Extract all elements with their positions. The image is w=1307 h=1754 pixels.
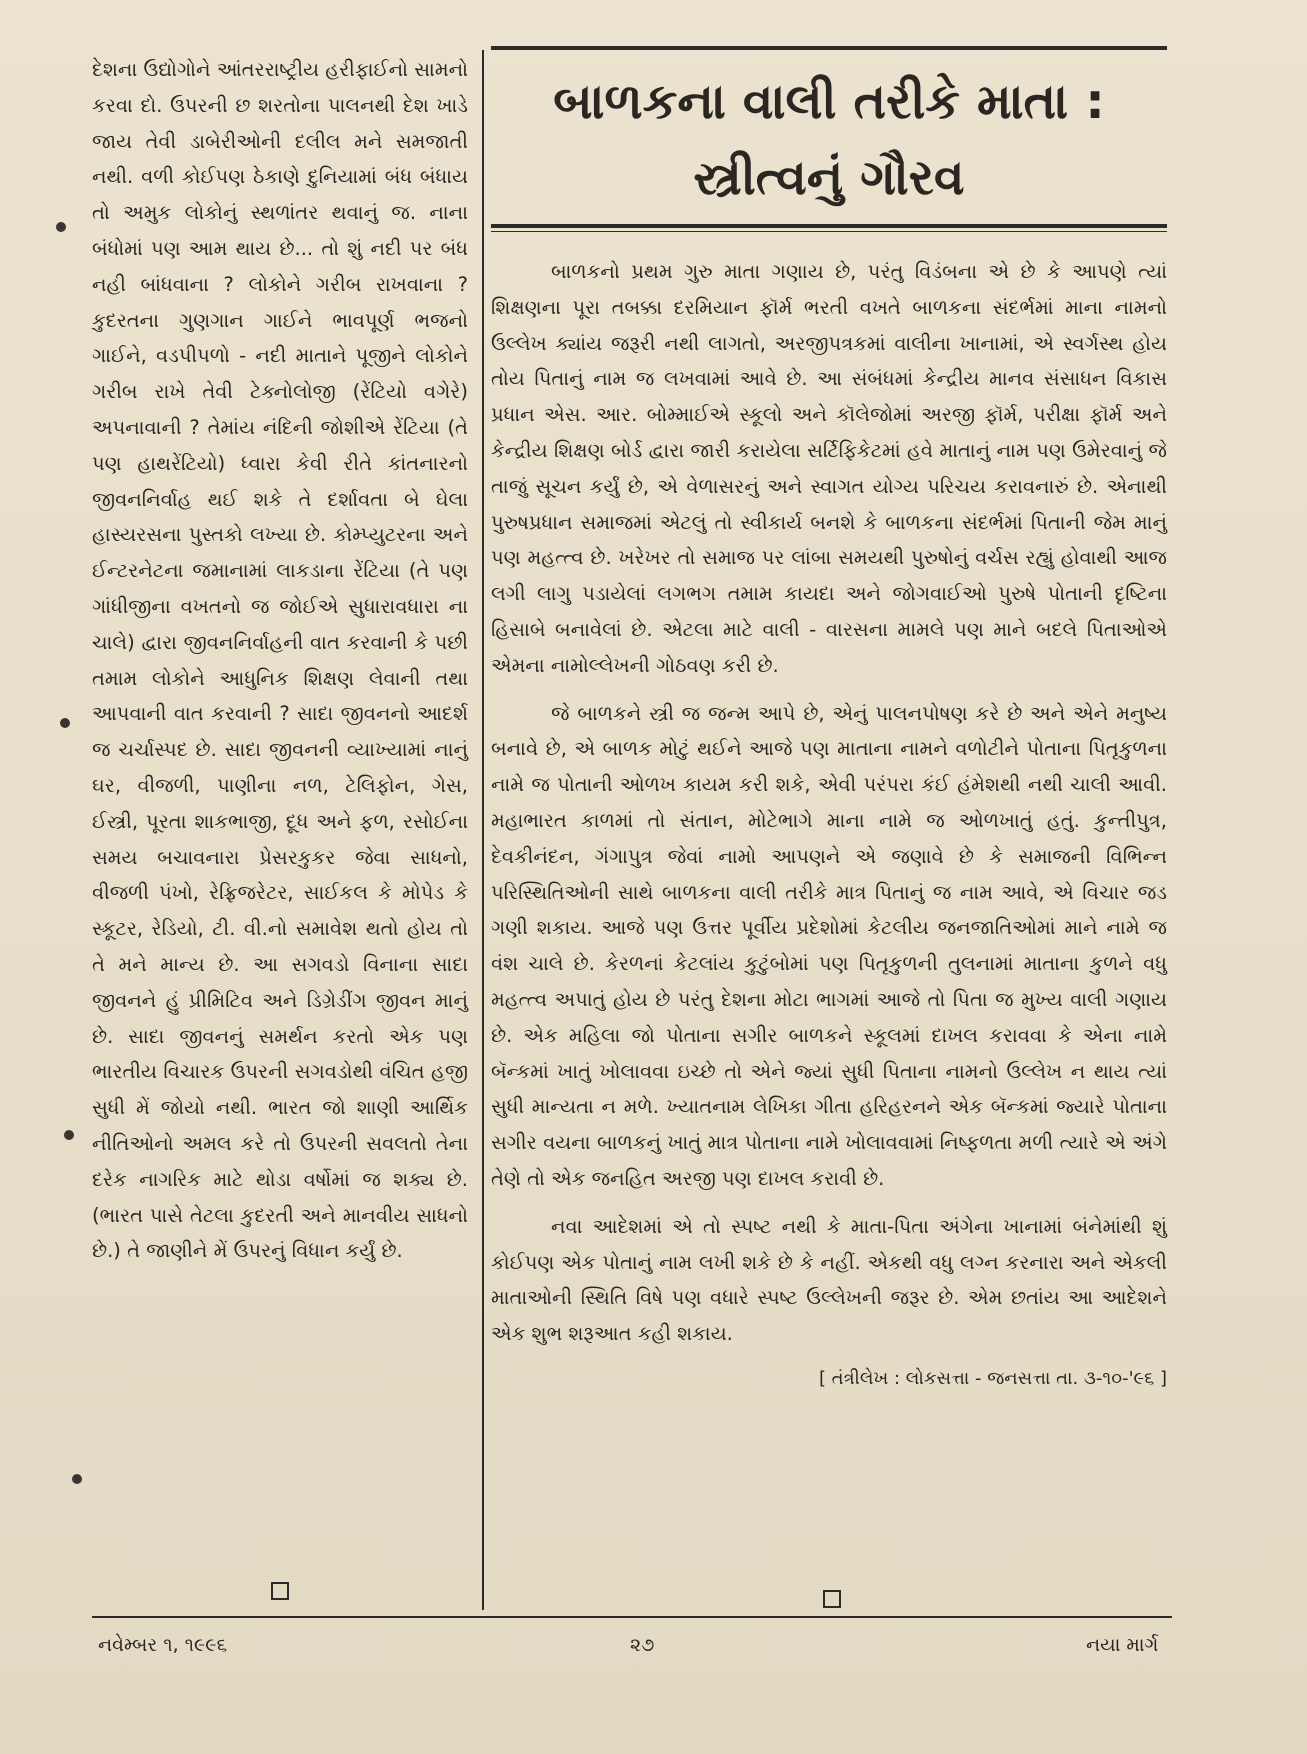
column-divider [482,50,484,1610]
end-mark-square-icon [271,1582,289,1600]
footer-rule [92,1616,1172,1618]
magazine-name: નયા માર્ગ [1086,1634,1159,1656]
headline-bottom-rule [491,224,1167,232]
article-paragraph: બાળકનો પ્રથમ ગુરુ માતા ગણાય છે, પરંતુ વિડંબના એ છે કે આપણે ત્યાં શિક્ષણના પૂરા તબક્કા દરમિયાન ફૉર્મ ભરતી વખતે બાળકના સંદર્ભમાં માના નામનો ઉલ્લેખ ક્યાંય જરૂરી નથી લાગતો, અરજીપત્રકમાં વાલીના ખાનામાં, એ સ્વર્ગસ્થ હોય તોય પિતાનું નામ જ લખવામાં આવે છે. આ સંબંધમાં કેન્દ્રીય માનવ સંસાધન વિકાસ પ્રધાન એસ. આર. બોમ્માઈએ સ્કૂલો અને કૉલેજોમાં અરજી ફૉર્મ, પરીક્ષા ફૉર્મ અને કેન્દ્રીય શિક્ષણ બોર્ડ દ્વારા જારી કરાયેલા સર્ટિફિકેટમાં હવે માતાનું નામ પણ ઉમેરવાનું જે તાજું સૂચન કર્યું છે, એ વેળાસરનું અને સ્વાગત યોગ્ય પરિચય કરાવનારું છે. એનાથી પુરુષપ્રધાન સમાજમાં એટલું તો સ્વીકાર્ય બનશે કે બાળકના સંદર્ભમાં પિતાની જેમ માનું પણ મહત્ત્વ છે. ખરેખર તો સમાજ પર લાંબા સમયથી પુરુષોનું વર્ચસ રહ્યું હોવાથી આજ લગી લાગુ પડાયેલાં લગભગ તમામ કાયદા અને જોગવાઈઓ પુરુષે પોતાની દૃષ્ટિના હિસાબે બનાવેલાં છે. એટલા માટે વાલી - વારસના મામલે પણ માને બદલે પિતાઓએ એમના નામોલ્લેખની ગોઠવણ કરી છે. [491,260,1167,677]
page-number: ૨૭ [630,1634,655,1656]
headline-line-2: સ્ત્રીત્વનું ગૌરવ [693,149,965,206]
headline-line-1: બાળકના વાલી તરીકે માતા : [553,73,1105,130]
article-paragraph: નવા આદેશમાં એ તો સ્પષ્ટ નથી કે માતા-પિતા અંગેના ખાનામાં બંનેમાંથી શું કોઈપણ એક પોતાનું નામ લખી શકે છે કે નહીં. એકથી વધુ લગ્ન કરનારા અને એકલી માતાઓની સ્થિતિ વિષે પણ વધારે સ્પષ્ટ ઉલ્લેખની જરૂર છે. એમ છતાંય આ આદેશને એક શુભ શરૂઆત કહી શકાય. [491,1214,1167,1346]
ink-mark-icon [60,718,70,728]
ink-mark-icon [56,222,66,232]
ink-mark-icon [64,1130,74,1140]
headline-top-rule [491,46,1167,50]
article [491,46,1167,1394]
article-paragraph: જે બાળકને સ્ત્રી જ જન્મ આપે છે, એનું પાલનપોષણ કરે છે અને એને મનુષ્ય બનાવે છે, એ બાળક મોટું થઈને આજે પણ માતાના નામને વળોટીને પોતાના પિતૃકુળના નામે જ પોતાની ઓળખ કાયમ કરી શકે, એવી પરંપરા કંઈ હંમેશથી નથી ચાલી આવી. મહાભારત કાળમાં તો સંતાન, મોટેભાગે માના નામે જ ઓળખાતું હતું. કુન્તીપુત્ર, દેવકીનંદન, ગંગાપુત્ર જેવાં નામો આપણને એ જણાવે છે કે સમાજની વિભિન્ન પરિસ્થિતિઓની સાથે બાળકના વાલી તરીકે માત્ર પિતાનું જ નામ આવે, એ વિચાર જડ ગણી શકાય. આજે પણ ઉત્તર પૂર્વીય પ્રદેશોમાં કેટલીય જનજાતિઓમાં માને નામે જ વંશ ચાલે છે. કેરળનાં કેટલાંય કુટુંબોમાં પણ પિતૃકુળની તુલનામાં માતાના કુળને વધુ મહત્ત્વ અપાતું હોય છે પરંતુ દેશના મોટા ભાગમાં આજે તો પિતા જ મુખ્ય વાલી ગણાય છે. એક મહિલા જો પોતાના સગીર બાળકને સ્કૂલમાં દાખલ કરાવવા કે એના નામે બૅન્કમાં ખાતું ખોલાવવા ઇચ્છે તો એને જ્યાં સુધી પિતાના નામનો ઉલ્લેખ ન થાય ત્યાં સુધી માન્યતા ન મળે. ખ્યાતનામ લેખિકા ગીતા હરિહરનને એક બૅન્કમાં જ્યારે પોતાના સગીર વયના બાળકનું ખાતું માત્ર પોતાના નામે ખોલાવવામાં નિષ્ફળતા મળી ત્યારે એ અંગે તેણે તો એક જનહિત અરજી પણ દાખલ કરાવી છે. [491,701,1167,1190]
footer-date: નવેમ્બર ૧, ૧૯૯૬ [98,1634,228,1656]
left-column-text: દેશના ઉદ્યોગોને આંતરરાષ્ટ્રીય હરીફાઈનો સામનો કરવા દો. ઉપરની છ શરતોના પાલનથી દેશ ખાડે જાય તેવી ડાબેરીઓની દલીલ મને સમજાતી નથી. વળી કોઈપણ ઠેકાણે દુનિયામાં બંધ બંધાય તો અમુક લોકોનું સ્થળાંતર થવાનું જ. નાના બંધોમાં પણ આમ થાય છે... તો શું નદી પર બંધ નહી બાંધવાના ? લોકોને ગરીબ રાખવાના ? કુદરતના ગુણગાન ગાઈને ભાવપૂર્ણ ભજનો ગાઈને, વડપીપળો - નદી માતાને પૂજીને લોકોને ગરીબ રાખે તેવી ટેક્નોલોજી (રેંટિયો વગેરે) અપનાવાની ? તેમાંય નંદિની જોશીએ રેંટિયા (તે પણ હાથરેંટિયો) ધ્વારા કેવી રીતે કાંતનારનો જીવનનિર્વાહ થઈ શકે તે દર્શાવતા બે ઘેલા હાસ્યરસના પુસ્તકો લખ્યા છે. કોમ્પ્યુટરના અને ઈન્ટરનેટના જમાનામાં લાકડાના રેંટિયા (તે પણ ગાંધીજીના વખતનો જ જોઈએ સુધારાવધારા ના ચાલે) દ્વારા જીવનનિર્વાહની વાત કરવાની કે પછી તમામ લોકોને આધુનિક શિક્ષણ લેવાની તથા આપવાની વાત કરવાની ? સાદા જીવનનો આદર્શ જ ચર્ચાસ્પદ છે. સાદા જીવનની વ્યાખ્યામાં નાનું ઘર, વીજળી, પાણીના નળ, ટેલિફોન, ગેસ, ઈસ્ત્રી, પૂરતા શાકભાજી, દૂધ અને ફળ, રસોઈના સમય બચાવનારા પ્રેસરકુકર જેવા સાધનો, વીજળી પંખો, રેફ્રિજરેટર, સાઈકલ કે મોપેડ કે સ્કૂટર, રેડિયો, ટી. વી.નો સમાવેશ થતો હોય તો તે મને માન્ય છે. આ સગવડો વિનાના સાદા જીવનને હું પ્રીમિટિવ અને ડિગ્રેડીંગ જીવન માનું છે. સાદા જીવનનું સમર્થન કરતો એક પણ ભારતીય વિચારક ઉપરની સગવડોથી વંચિત હજી સુધી મેં જોયો નથી. ભારત જો શાણી આર્થિક નીતિઓનો અમલ કરે તો ઉપરની સવલતો તેના દરેક નાગરિક માટે થોડા વર્ષોમાં જ શક્ય છે. (ભારત પાસે તેટલા કુદરતી અને માનવીય સાધનો છે.) તે જાણીને મેં ઉપરનું વિધાન કર્યું છે. [92,58,468,1263]
article-body [491,254,1167,1352]
article-citation: [ તંત્રીલેખ : લોકસત્તા - જનસત્તા તા. ૩-૧૦-'૯૬ ] [818,1367,1167,1389]
article-headline [491,64,1167,216]
left-column [92,52,468,1269]
end-mark-square-icon [823,1590,841,1608]
ink-mark-icon [72,1474,82,1484]
